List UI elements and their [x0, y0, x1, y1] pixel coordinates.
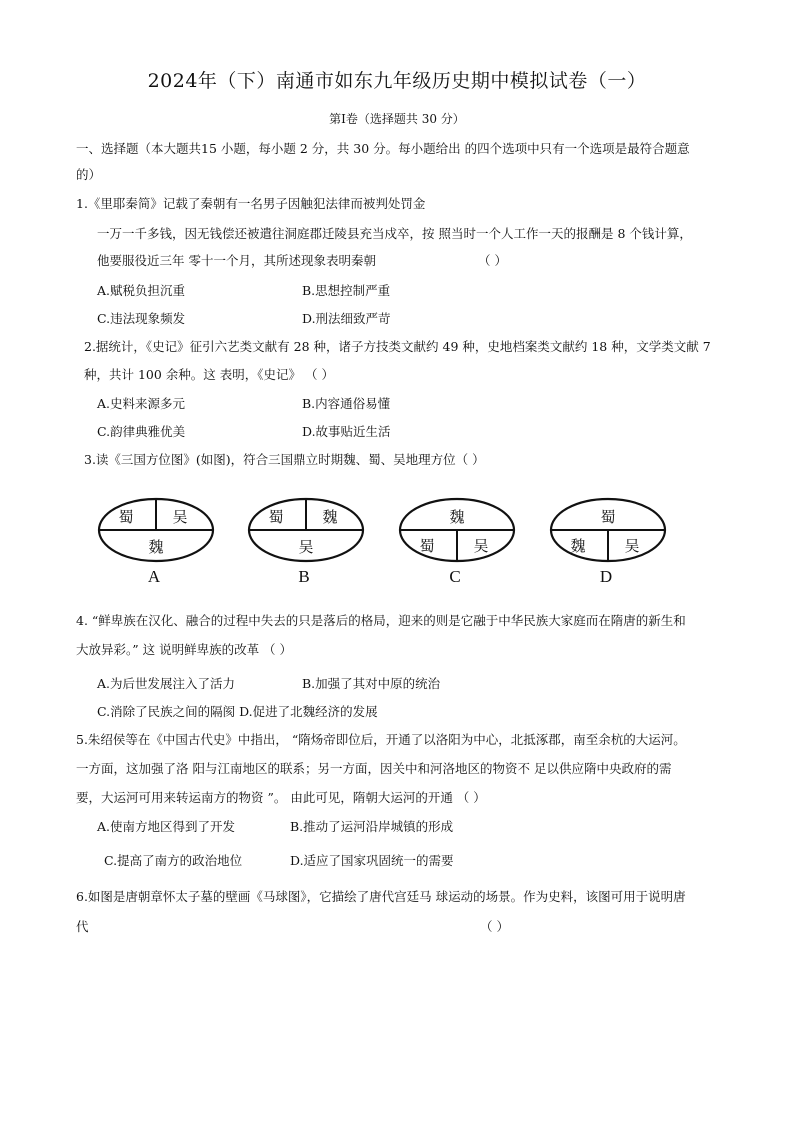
- q5-stem-line-1: 5.朱绍侯等在《中国古代史》中指出， “隋炀帝即位后，开通了以洛阳为中心，北抵涿郡，南至余杭的大运河。: [76, 732, 686, 747]
- q2-option-c: C.韵律典雅优美: [97, 424, 186, 439]
- q2-option-d: D.故事贴近生活: [302, 424, 391, 439]
- diagram-b: [244, 494, 369, 586]
- q1-stem-line-2: 一万一千多钱，因无钱偿还被遣往洞庭郡迁陵县充当戍卒，按 照当时一个人工作一天的报酬是 8 个钱计算，: [97, 226, 692, 241]
- q1-stem-line-3: 他要服役近三年 零十一个月，其所述现象表明秦朝: [97, 253, 376, 268]
- diagram-c-upper: 魏: [449, 508, 465, 526]
- q5-option-c: C.提高了南方的政治地位: [104, 853, 243, 868]
- q6-stem-line-1: 6.如图是唐朝章怀太子墓的壁画《马球图》，它描绘了唐代宫廷马 球运动的场景。作为史料，该图可用于说明唐: [76, 889, 686, 904]
- diagram-c-lower-left: 蜀: [419, 537, 435, 555]
- q1-option-b: B.思想控制严重: [302, 283, 391, 298]
- q1-answer-paren: （ ）: [478, 253, 507, 268]
- q5-stem-line-3: 要，大运河可用来转运南方的物资 ”。 由此可见，隋朝大运河的开通 （ ）: [76, 790, 486, 805]
- diagram-c-letter: C: [449, 567, 461, 586]
- q6-answer-paren: （ ）: [480, 919, 509, 934]
- q4-stem-line-1: 4. “鲜卑族在汉化、融合的过程中失去的只是落后的格局，迎来的则是它融于中华民族大家庭而在隋唐的新生和: [76, 613, 686, 628]
- q5-option-b: B.推动了运河沿岸城镇的形成: [290, 819, 454, 834]
- q1-stem-line-1: 1.《里耶秦简》记载了秦朝有一名男子因触犯法律而被判处罚金: [76, 196, 426, 211]
- diagram-b-letter: B: [298, 567, 310, 586]
- q5-option-d: D.适应了国家巩固统一的需要: [290, 853, 454, 868]
- q5-stem-line-2: 一方面，这加强了洛 阳与江南地区的联系；另一方面，因关中和河洛地区的物资不 足以供应隋中央政府的需: [76, 761, 672, 776]
- exam-title: 2024年（下）南通市如东九年级历史期中模拟试卷（一）: [147, 70, 647, 92]
- diagram-b-upper-left: 蜀: [268, 508, 284, 526]
- q4-option-c-d: C.消除了民族之间的隔阂 D.促进了北魏经济的发展: [97, 704, 378, 719]
- q6-stem-line-2: 代: [76, 919, 89, 934]
- q1-option-a: A.赋税负担沉重: [97, 283, 186, 298]
- q2-option-b: B.内容通俗易懂: [302, 396, 391, 411]
- section-title: 第Ⅰ卷（选择题共 30 分）: [329, 112, 465, 126]
- q4-stem-line-2: 大放异彩。” 这 说明鲜卑族的改革 （ ）: [76, 642, 293, 657]
- q4-option-b: B.加强了其对中原的统治: [302, 676, 441, 691]
- diagram-a-upper-right: 吴: [172, 508, 188, 526]
- q3-stem: 3.读《三国方位图》(如图)，符合三国鼎立时期魏、蜀、吴地理方位（ ）: [84, 452, 485, 467]
- diagram-b-upper-right: 魏: [322, 508, 338, 526]
- diagram-a-lower: 魏: [148, 538, 164, 556]
- q2-stem-line-2: 种，共计 100 余种。这 表明，《史记》 （ ）: [84, 367, 334, 382]
- diagram-d-letter: D: [599, 567, 613, 586]
- diagram-a-letter: A: [147, 567, 161, 586]
- diagram-d: [546, 494, 671, 586]
- diagram-a-upper-left: 蜀: [118, 508, 134, 526]
- diagram-a: [94, 494, 219, 586]
- q2-stem-line-1: 2.据统计，《史记》征引六艺类文献有 28 种，诸子方技类文献约 49 种，史地档案类文献约 18 种，文学类文献 7: [84, 339, 711, 354]
- diagram-d-lower-right: 吴: [624, 537, 640, 555]
- diagram-c-lower-right: 吴: [473, 537, 489, 555]
- q1-option-d: D.刑法细致严苛: [302, 311, 391, 326]
- q2-option-a: A.史料来源多元: [97, 396, 186, 411]
- diagram-d-upper: 蜀: [600, 508, 616, 526]
- instructions-line-2: 的）: [76, 167, 102, 182]
- instructions-line-1: 一、选择题（本大题共15 小题，每小题 2 分，共 30 分。每小题给出 的四个选项中只有一个选项是最符合题意: [76, 141, 690, 156]
- q5-option-a: A.使南方地区得到了开发: [97, 819, 236, 834]
- diagram-c: [395, 494, 520, 586]
- diagram-b-lower: 吴: [298, 538, 314, 556]
- diagram-d-lower-left: 魏: [570, 537, 586, 555]
- three-kingdoms-diagrams: [88, 494, 708, 586]
- q1-option-c: C.违法现象频发: [97, 311, 186, 326]
- q4-option-a: A.为后世发展注入了活力: [97, 676, 236, 691]
